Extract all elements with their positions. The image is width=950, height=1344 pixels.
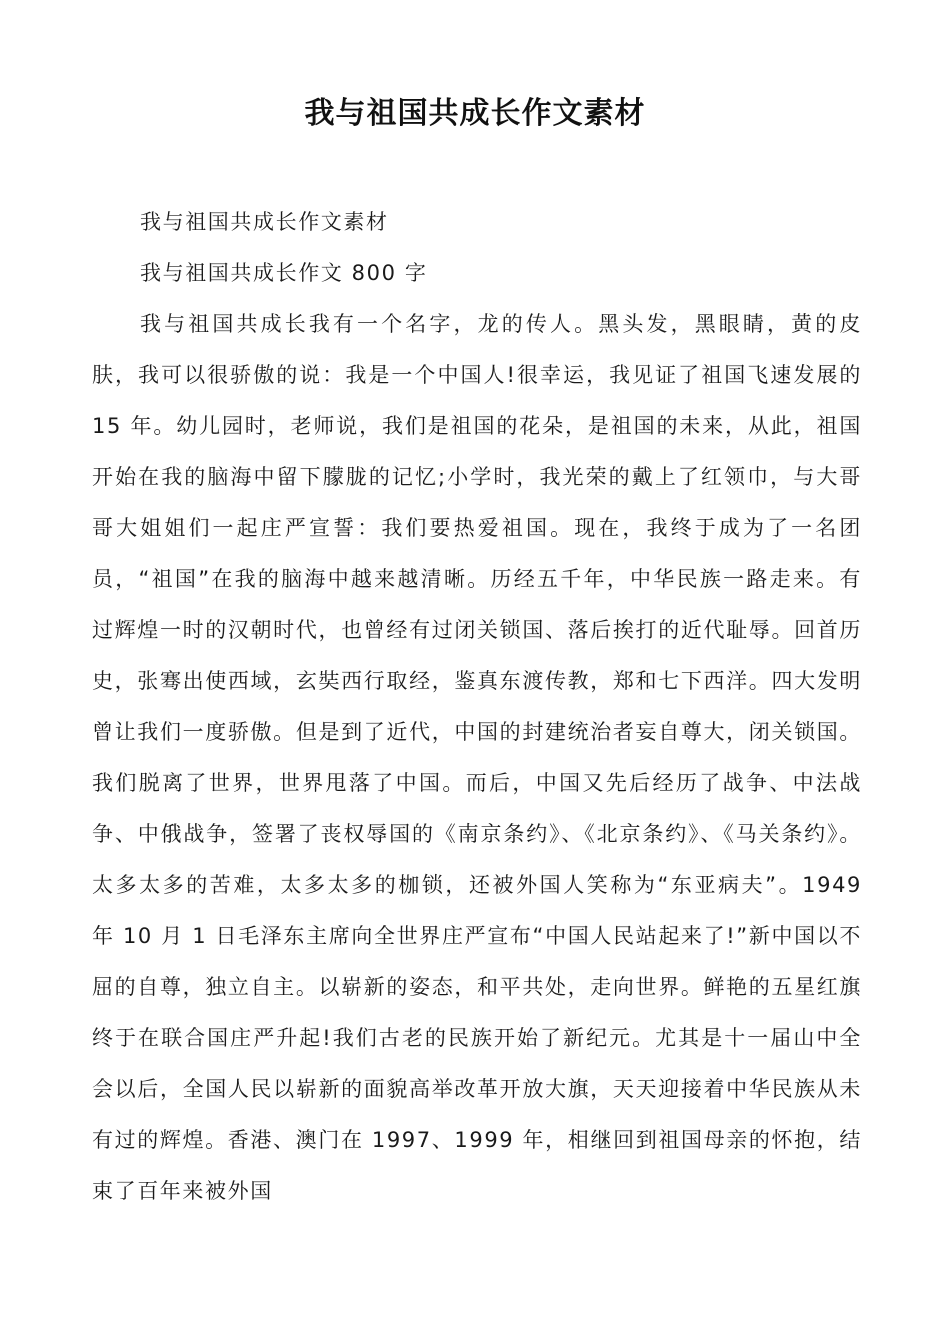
body-paragraph: 我与祖国共成长我有一个名字，龙的传人。黑头发，黑眼睛，黄的皮肤，我可以很骄傲的说：我是一个中国人!很幸运，我见证了祖国飞速发展的 15 年。幼儿园时，老师说，我们是祖国的花朵，是祖国的未来，从此，祖国开始在我的脑海中留下朦胧的记忆;小学时，我光荣的戴上了红领巾，与大哥哥大姐姐们一起庄严宣誓：我们要热爱祖国。现在，我终于成为了一名团员，“祖国”在我的脑海中越来越清晰。历经五千年，中华民族一路走来。有过辉煌一时的汉朝时代，也曾经有过闭关锁国、落后挨打的近代耻辱。回首历史，张骞出使西域，玄奘西行取经，鉴真东渡传教，郑和七下西洋。四大发明曾让我们一度骄傲。但是到了近代，中国的封建统治者妄自尊大，闭关锁国。我们脱离了世界，世界甩落了中国。而后，中国又先后经历了战争、中法战争、中俄战争，签署了丧权辱国的《南京条约》、《北京条约》、《马关条约》。太多太多的苦难，太多太多的枷锁，还被外国人笑称为“东亚病夫”。1949 年 10 月 1 日毛泽东主席向全世界庄严宣布“中国人民站起来了!”新中国以不屈的自尊，独立自主。以崭新的姿态，和平共处，走向世界。鲜艳的五星红旗终于在联合国庄严升起!我们古老的民族开始了新纪元。尤其是十一届山中全会以后，全国人民以崭新的面貌高举改革开放大旗，天天迎接着中华民族从未有过的辉煌。香港、澳门在 1997、1999 年，相继回到祖国母亲的怀抱，结束了百年来被外国 bbox=[92, 312, 862, 1203]
document-title: 我与祖国共成长作文素材 bbox=[304, 96, 646, 131]
subtitle-line-2: 我与祖国共成长作文 800 字 bbox=[140, 261, 428, 285]
subtitle-line-1: 我与祖国共成长作文素材 bbox=[140, 210, 389, 234]
